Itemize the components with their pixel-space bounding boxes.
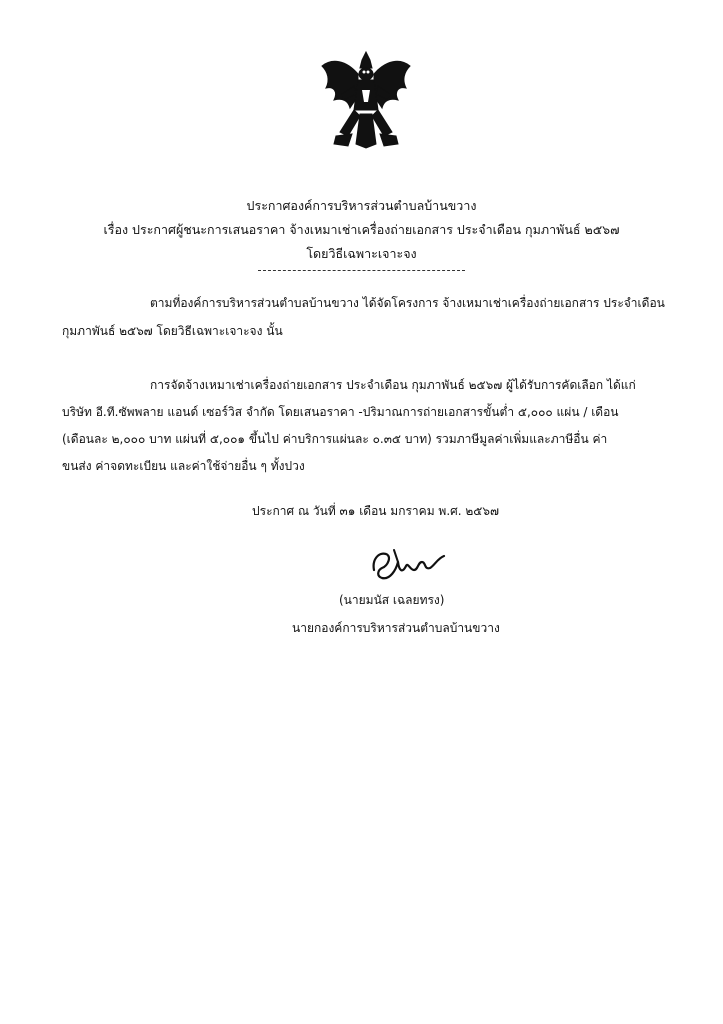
announcement-date: ประกาศ ณ วันที่ ๓๑ เดือน มกราคม พ.ศ. ๒๕๖๗	[252, 504, 500, 518]
garuda-emblem-icon	[318, 50, 414, 150]
procurement-method: โดยวิธีเฉพาะเจาะจง	[306, 246, 417, 261]
signatory-position: นายกองค์การบริหารส่วนตำบลบ้านขวาง	[292, 621, 500, 635]
paragraph-2-line-2: บริษัท อี.ที.ซัพพลาย แอนด์ เซอร์วิส จำกัด โดยเสนอราคา -ปริมาณการถ่ายเอกสารขั้นต่ำ ๕,๐๐๐ แผ่น / เดือน	[62, 405, 619, 419]
paragraph-2-line-1: การจัดจ้างเหมาเช่าเครื่องถ่ายเอกสาร ประจำเดือน กุมภาพันธ์ ๒๕๖๗ ผู้ได้รับการคัดเลือก ได้แก่	[150, 378, 636, 392]
handwritten-signature	[368, 540, 448, 586]
paragraph-2-line-4: ขนส่ง ค่าจดทะเบียน และค่าใช้จ่ายอื่น ๆ ทั้งปวง	[62, 459, 305, 473]
paragraph-1-line-1: ตามที่องค์การบริหารส่วนตำบลบ้านขวาง ได้จัดโครงการ จ้างเหมาเช่าเครื่องถ่ายเอกสาร ประจำเดือน	[150, 296, 665, 310]
paragraph-2-line-3: (เดือนละ ๒,๐๐๐ บาท แผ่นที่ ๕,๐๐๑ ขึ้นไป ค่าบริการแผ่นละ ๐.๓๕ บาท) รวมภาษีมูลค่าเพิ่มและภาษีอื่น ค่า	[62, 432, 608, 446]
paragraph-1-line-2: กุมภาพันธ์ ๒๕๖๗ โดยวิธีเฉพาะเจาะจง นั้น	[62, 324, 283, 338]
divider	[258, 270, 465, 271]
signatory-name: (นายมนัส เฉลยทรง)	[339, 593, 445, 607]
document-title: ประกาศองค์การบริหารส่วนตำบลบ้านขวาง	[246, 198, 477, 213]
document-subject: เรื่อง ประกาศผู้ชนะการเสนอราคา จ้างเหมาเช่าเครื่องถ่ายเอกสาร ประจำเดือน กุมภาพันธ์ ๒๕๖๗	[103, 222, 620, 237]
